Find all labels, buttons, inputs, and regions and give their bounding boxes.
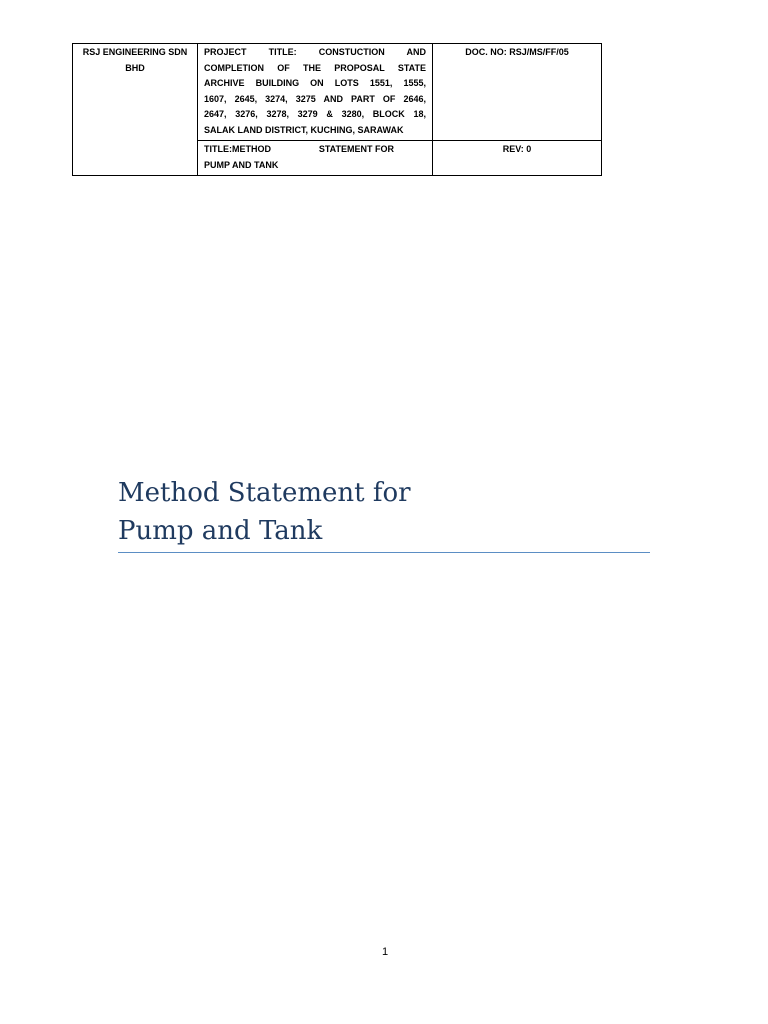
method-title-label-right: STATEMENT FOR bbox=[318, 144, 394, 154]
project-title bbox=[198, 44, 433, 141]
method-title-line bbox=[204, 142, 426, 158]
header-row-1 bbox=[73, 44, 602, 141]
project-title-line: SALAK LAND DISTRICT, KUCHING, SARAWAK bbox=[204, 124, 404, 135]
method-title-label-left: TITLE:METHOD bbox=[204, 144, 271, 154]
project-title-line: COMPLETION OF THE PROPOSAL STATE bbox=[204, 62, 426, 73]
company-name-text: RSJ ENGINEERING SDN BHD bbox=[82, 47, 188, 73]
doc-number-text: DOC. NO: RSJ/MS/FF/05 bbox=[465, 47, 569, 57]
doc-number bbox=[433, 44, 602, 141]
project-title-line: 1607, 2645, 3274, 3275 AND PART OF 2646, bbox=[204, 93, 426, 104]
method-title bbox=[198, 141, 433, 176]
document-title-line-1: Method Statement for bbox=[118, 478, 411, 508]
title-underline-rule bbox=[118, 552, 650, 553]
revision-text: REV: 0 bbox=[502, 144, 532, 154]
document-header-table bbox=[72, 43, 602, 176]
project-title-line: PROJECT TITLE: CONSTUCTION AND bbox=[204, 47, 426, 57]
project-title-line: 2647, 3276, 3278, 3279 & 3280, BLOCK 18, bbox=[204, 109, 426, 119]
project-title-line: ARCHIVE BUILDING ON LOTS 1551, 1555, bbox=[204, 78, 426, 88]
document-title bbox=[118, 474, 650, 550]
document-title-line-2: Pump and Tank bbox=[118, 516, 323, 546]
page-number: 1 bbox=[381, 946, 389, 958]
company-name bbox=[73, 44, 198, 176]
method-title-line-2: PUMP AND TANK bbox=[204, 159, 279, 170]
revision bbox=[433, 141, 602, 176]
